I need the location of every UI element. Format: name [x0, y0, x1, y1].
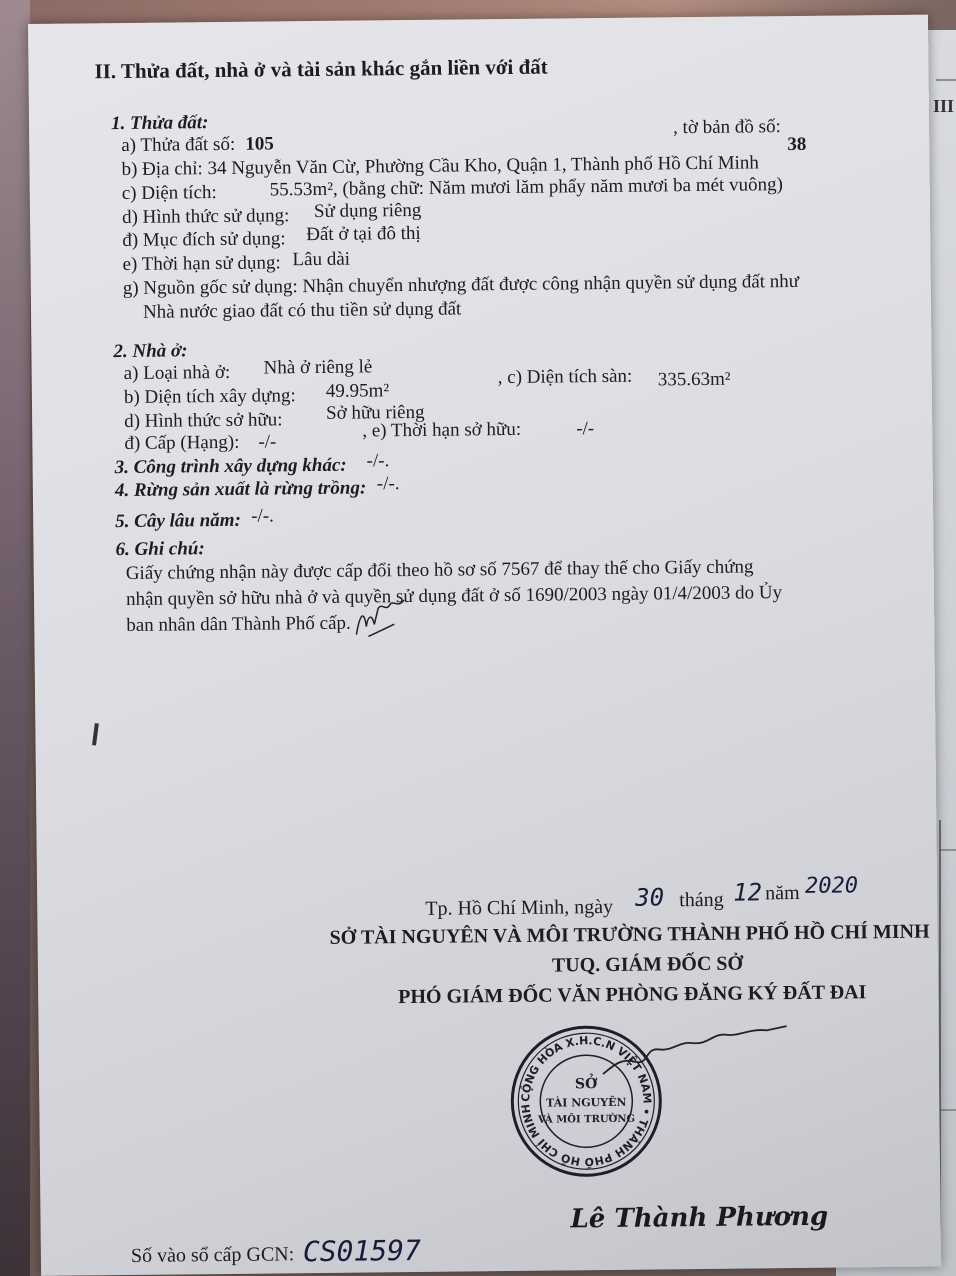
- land-term-label: e) Thời hạn sử dụng:: [122, 252, 281, 276]
- map-sheet-number: 38: [787, 133, 807, 156]
- date-month: 12: [732, 878, 763, 907]
- land-term-value: Lâu dài: [292, 248, 351, 271]
- issuer-position: PHÓ GIÁM ĐỐC VĂN PHÒNG ĐĂNG KÝ ĐẤT ĐAI: [398, 981, 867, 1009]
- house-floor-area-value: 335.63m²: [657, 368, 731, 391]
- stamp-center-line1: SỞ: [574, 1076, 598, 1093]
- margin-mark: [92, 723, 99, 745]
- notes-line3: ban nhân dân Thành Phố cấp.: [126, 612, 351, 637]
- issuer-authorization: TUQ. GIÁM ĐỐC SỞ: [551, 952, 744, 977]
- date-year-label: năm: [765, 881, 800, 905]
- land-use-form-value: Sử dụng riêng: [313, 199, 422, 223]
- map-sheet-label: , tờ bản đồ số:: [673, 116, 781, 139]
- house-grade-label: đ) Cấp (Hạng):: [124, 431, 240, 455]
- date-year: 2020: [804, 873, 859, 899]
- stamp-center-line2: TÀI NGUYÊN: [546, 1095, 627, 1110]
- registration-label: Số vào sổ cấp GCN:: [130, 1243, 295, 1267]
- house-type-label: a) Loại nhà ở:: [123, 361, 231, 385]
- house-build-area-label: b) Diện tích xây dựng:: [123, 385, 296, 409]
- land-heading: 1. Thửa đất:: [110, 112, 209, 135]
- house-grade-value: -/-: [258, 431, 277, 453]
- house-heading: 2. Nhà ở:: [113, 340, 188, 363]
- next-page-heading: III: [932, 96, 954, 116]
- house-ownership-term-value: -/-: [576, 418, 595, 440]
- house-ownership-term-label: , e) Thời hạn sở hữu:: [362, 418, 522, 442]
- date-month-label: tháng: [679, 888, 724, 912]
- land-origin-line1: g) Nguồn gốc sử dụng: Nhận chuyển nhượng đất được công nhận quyền sử dụng đất như: [122, 270, 800, 300]
- forest-value: -/-.: [376, 473, 400, 495]
- land-parcel-number: 105: [245, 133, 274, 155]
- notes-heading: 6. Ghi chú:: [115, 538, 205, 561]
- forest-heading: 4. Rừng sản xuất là rừng trồng:: [114, 477, 367, 502]
- other-works-value: -/-.: [366, 450, 390, 472]
- certificate-page: [28, 15, 941, 1276]
- issuer-department: SỞ TÀI NGUYÊN VÀ MÔI TRƯỜNG THÀNH PHỐ HỒ CHÍ MINH: [329, 920, 930, 949]
- date-day: 30: [635, 883, 665, 912]
- land-origin-line2: Nhà nước giao đất có thu tiền sử dụng đất: [142, 298, 462, 323]
- house-type-value: Nhà ở riêng lẻ: [263, 356, 373, 379]
- notes-line1: Giấy chứng nhận này được cấp đổi theo hồ sơ số 7567 để thay thế cho Giấy chứng: [125, 556, 754, 585]
- land-purpose-label: đ) Mục đích sử dụng:: [122, 228, 286, 252]
- land-parcel-label: a) Thửa đất số:: [121, 133, 236, 157]
- land-purpose-value: Đất ở tại đô thị: [306, 222, 421, 246]
- registration-number: CS01597: [302, 1233, 422, 1269]
- land-address: b) Địa chỉ: 34 Nguyễn Văn Cừ, Phường Cầu Kho, Quận 1, Thành phố Hồ Chí Minh: [121, 152, 759, 181]
- land-area-value: 55.53m², (bằng chữ: Năm mươi lăm phẩy năm mươi ba mét vuông): [269, 174, 783, 201]
- signer-name: Lê Thành Phương: [570, 1201, 829, 1235]
- other-works-heading: 3. Công trình xây dựng khác:: [114, 454, 347, 479]
- perennial-heading: 5. Cây lâu năm:: [115, 509, 241, 533]
- stamp-outer-text: CỘNG HÒA X.H.C.N VIỆT NAM • THÀNH PHỐ HỒ CHÍ MINH: [519, 1034, 654, 1169]
- notes-line2: nhận quyền sở hữu nhà ở và quyền sử dụng đất ở số 1690/2003 ngày 01/4/2003 do Ủy: [125, 582, 783, 611]
- house-build-area-value: 49.95m²: [325, 380, 390, 402]
- initial-signature: [350, 594, 411, 645]
- official-stamp: [506, 1021, 666, 1181]
- house-floor-area-label: , c) Diện tích sàn:: [497, 365, 633, 389]
- background-left: [0, 0, 30, 1276]
- house-ownership-value: Sở hữu riêng: [325, 401, 425, 424]
- perennial-value: -/-.: [251, 505, 274, 527]
- section-title: II. Thửa đất, nhà ở và tài sản khác gắn liền với đất: [94, 54, 548, 84]
- stamp-center-line3: VÀ MÔI TRƯỜNG: [537, 1113, 636, 1126]
- land-use-form-label: d) Hình thức sử dụng:: [121, 205, 290, 229]
- date-prefix: Tp. Hồ Chí Minh, ngày: [425, 895, 614, 920]
- house-ownership-label: d) Hình thức sở hữu:: [124, 409, 283, 433]
- land-area-label: c) Diện tích:: [121, 182, 217, 205]
